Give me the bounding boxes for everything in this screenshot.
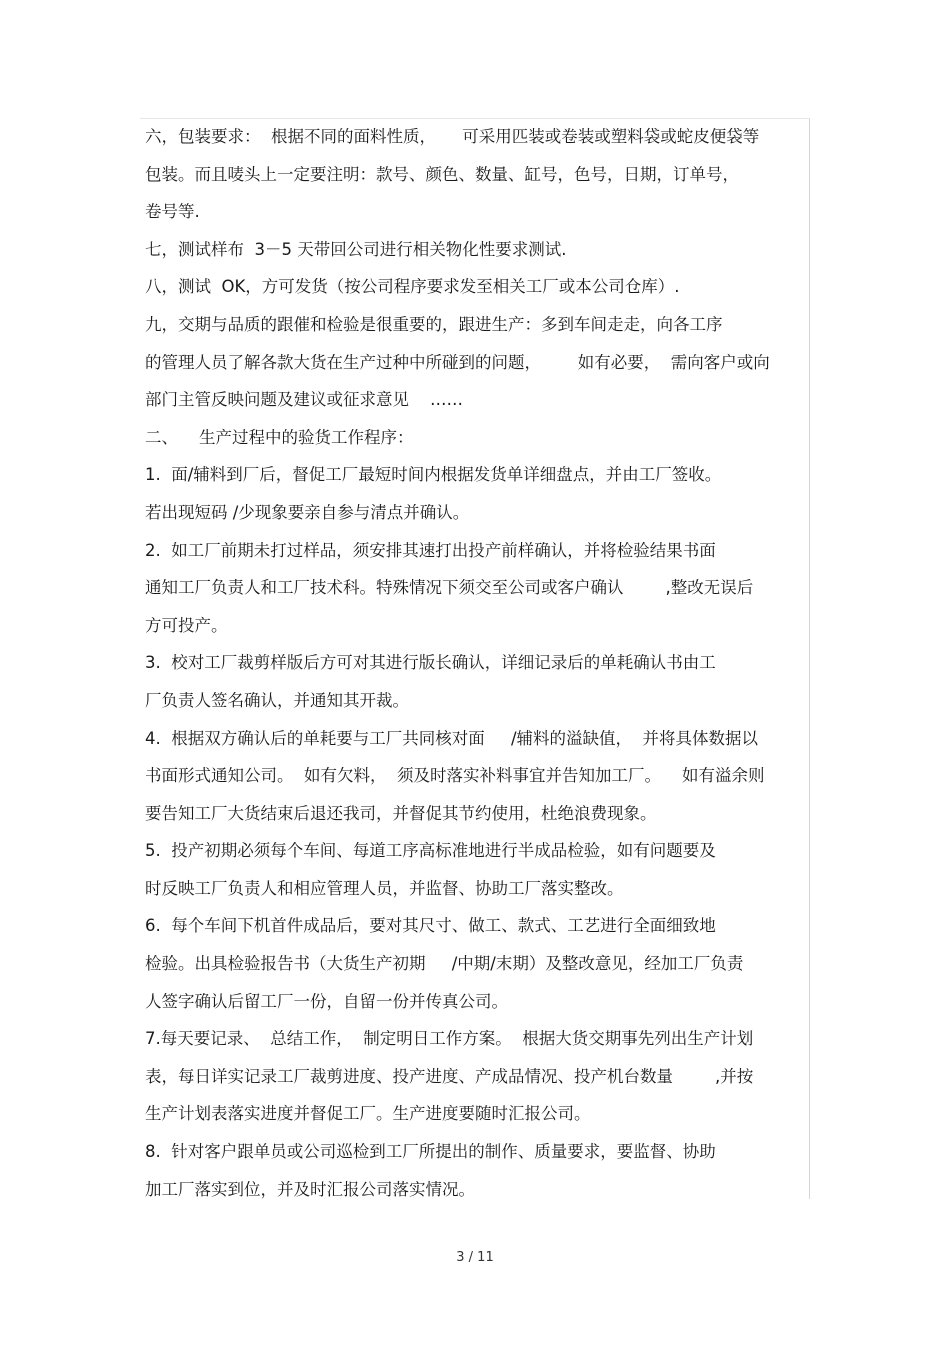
paragraph-line: 3. 校对工厂裁剪样版后方可对其进行版长确认，详细记录后的单耗确认书由工 <box>145 653 716 673</box>
paragraph-line: 书面形式通知公司。 如有欠料， 须及时落实补料事宜并告知加工厂。 如有溢余则 <box>145 766 765 786</box>
paragraph-line: 六，包装要求： 根据不同的面料性质， 可采用匹装或卷装或塑料袋或蛇皮便袋等 <box>145 127 760 146</box>
paragraph-line: 加工厂落实到位，并及时汇报公司落实情况。 <box>145 1179 475 1199</box>
paragraph-line: 8. 针对客户跟单员或公司巡检到工厂所提出的制作、质量要求，要监督、协助 <box>145 1142 716 1162</box>
paragraph-line: 2. 如工厂前期未打过样品，须安排其速打出投产前样确认，并将检验结果书面 <box>145 540 716 560</box>
paragraph-line: 时反映工厂负责人和相应管理人员，并监督、协助工厂落实整改。 <box>145 878 624 898</box>
section-heading: 二、 生产过程中的验货工作程序： <box>145 427 414 447</box>
paragraph-line: 七，测试样布 3－5 天带回公司进行相关物化性要求测试. <box>145 239 567 259</box>
paragraph-line: 的管理人员了解各款大货在生产过种中所碰到的问题， 如有必要， 需向客户或向 <box>145 352 770 372</box>
page-number: 3 / 11 <box>456 1250 494 1265</box>
paragraph-line: 表，每日详实记录工厂裁剪进度、投产进度、产成品情况、投产机台数量 ,并按 <box>145 1066 754 1086</box>
paragraph-line: 1. 面/辅料到厂后，督促工厂最短时间内根据发货单详细盘点，并由工厂签收。 <box>145 465 722 485</box>
paragraph-line: 人签字确认后留工厂一份，自留一份并传真公司。 <box>145 991 508 1011</box>
paragraph-line: 7.每天要记录、 总结工作， 制定明日工作方案。 根据大货交期事先列出生产计划 <box>145 1029 754 1049</box>
document-body <box>145 118 805 1208</box>
paragraph-line: 方可投产。 <box>145 615 228 635</box>
paragraph-line: 九，交期与品质的跟催和检验是很重要的，跟进生产：多到车间走走，向各工序 <box>145 314 723 334</box>
paragraph-line: 若出现短码 /少现象要亲自参与清点并确认。 <box>145 502 470 522</box>
paragraph-line: 卷号等. <box>145 202 200 222</box>
paragraph-line: 5. 投产初期必须每个车间、每道工序高标准地进行半成品检验，如有问题要及 <box>145 841 716 861</box>
paragraph-line: 6. 每个车间下机首件成品后，要对其尺寸、做工、款式、工艺进行全面细致地 <box>145 916 716 936</box>
paragraph-line: 要告知工厂大货结束后退还我司，并督促其节约使用，杜绝浪费现象。 <box>145 803 657 823</box>
paragraph-line: 生产计划表落实进度并督促工厂。生产进度要随时汇报公司。 <box>145 1104 591 1124</box>
paragraph-line: 八，测试 OK，方可发货（按公司程序要求发至相关工厂或本公司仓库）. <box>145 277 680 297</box>
paragraph-line: 通知工厂负责人和工厂技术科。特殊情况下须交至公司或客户确认 ,整改无误后 <box>145 578 754 598</box>
paragraph-line: 检验。出具检验报告书（大货生产初期 /中期/末期）及整改意见，经加工厂负责 <box>145 954 744 974</box>
paragraph-line: 厂负责人签名确认，并通知其开裁。 <box>145 690 409 710</box>
paragraph-line: 包装。而且唛头上一定要注明：款号、颜色、数量、缸号，色号，日期，订单号， <box>145 164 739 184</box>
paragraph-line: 4. 根据双方确认后的单耗要与工厂共同核对面 /辅料的溢缺值， 并将具体数据以 <box>145 728 759 748</box>
paragraph-line: 部门主管反映问题及建议或征求意见 …… <box>145 390 463 410</box>
